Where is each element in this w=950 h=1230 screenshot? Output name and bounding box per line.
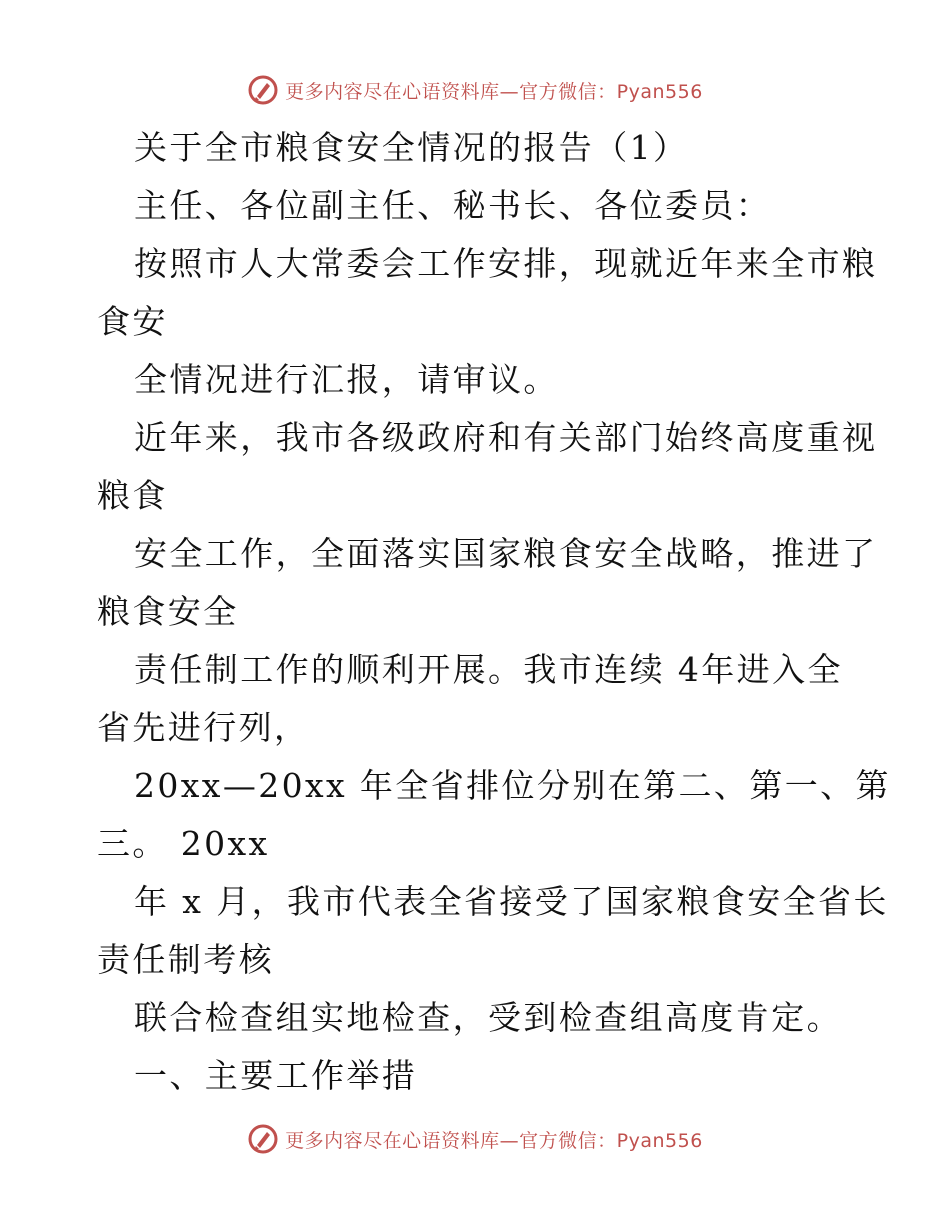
paragraph-line: 责任制考核 (97, 940, 274, 979)
paragraph-line: 责任制工作的顺利开展。我市连续 4年进入全 (134, 650, 843, 689)
paragraph-line: 省先进行列， (97, 708, 310, 747)
paragraph-line: 全情况进行汇报，请审议。 (134, 360, 559, 399)
paragraph-line: 20xx—20xx 年全省排位分别在第二、第一、第 (134, 766, 891, 805)
salutation: 主任、各位副主任、秘书长、各位委员： (134, 186, 772, 225)
document-title: 关于全市粮食安全情况的报告（1） (134, 128, 689, 167)
paragraph-line: 三。 20xx (97, 824, 270, 863)
paragraph-line: 联合检查组实地检查，受到检查组高度肯定。 (134, 998, 842, 1037)
footer-banner (0, 1119, 950, 1159)
pen-nib-logo-icon (247, 1123, 279, 1155)
paragraph-line: 粮食 (97, 476, 168, 515)
paragraph-line: 食安 (97, 302, 168, 341)
paragraph-line: 年 x 月，我市代表全省接受了国家粮食安全省长 (134, 882, 889, 921)
paragraph-line: 按照市人大常委会工作安排，现就近年来全市粮 (134, 244, 878, 283)
paragraph-line: 粮食安全 (97, 592, 239, 631)
banner-text: 更多内容尽在心语资料库—官方微信：Pyan556 (285, 80, 703, 103)
section-heading: 一、主要工作举措 (134, 1056, 418, 1095)
paragraph-line: 安全工作，全面落实国家粮食安全战略，推进了 (134, 534, 878, 573)
paragraph-line: 近年来，我市各级政府和有关部门始终高度重视 (134, 418, 878, 457)
banner-text: 更多内容尽在心语资料库—官方微信：Pyan556 (285, 1129, 703, 1152)
